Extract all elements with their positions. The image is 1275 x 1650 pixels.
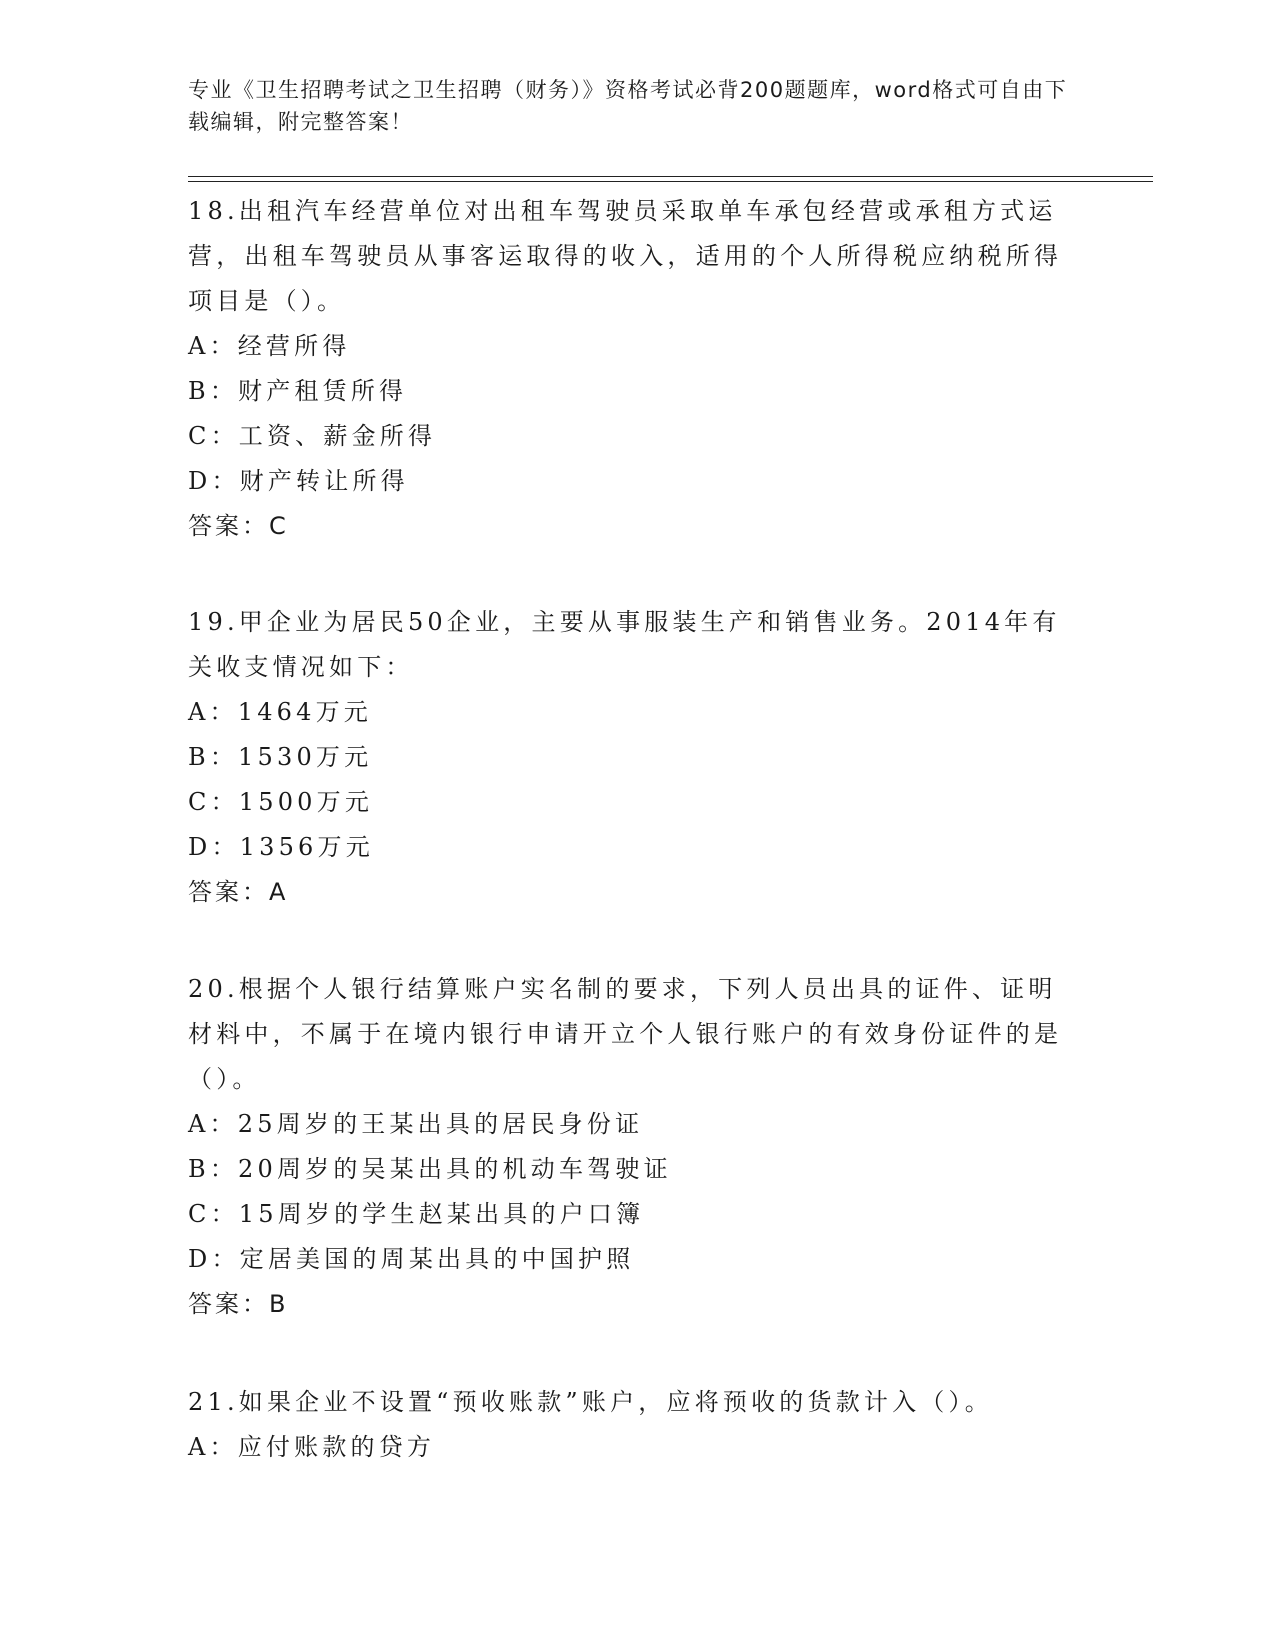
question-stem: 20.根据个人银行结算账户实名制的要求，下列人员出具的证件、证明材料中，不属于在境内银行申请开立个人银行账户的有效身份证件的是（）。 <box>188 975 1063 1093</box>
question-18 <box>188 189 1078 549</box>
question-stem: 19.甲企业为居民50企业，主要从事服装生产和销售业务。2014年有关收支情况如下： <box>188 608 1061 681</box>
answer: 答案：B <box>188 1290 289 1318</box>
option-d: D：1356万元 <box>188 833 374 861</box>
option-a: A：1464万元 <box>188 698 373 726</box>
header-divider-bottom <box>188 181 1153 182</box>
answer: 答案：C <box>188 512 289 540</box>
question-stem: 18.出租汽车经营单位对出租车驾驶员采取单车承包经营或承租方式运营，出租车驾驶员从事客运取得的收入，适用的个人所得税应纳税所得项目是（）。 <box>188 197 1063 315</box>
question-21 <box>188 1380 1078 1470</box>
option-d: D：定居美国的周某出具的中国护照 <box>188 1245 635 1273</box>
option-d: D：财产转让所得 <box>188 467 409 495</box>
option-b: B：财产租赁所得 <box>188 377 408 405</box>
option-c: C：工资、薪金所得 <box>188 422 437 450</box>
answer: 答案：A <box>188 878 289 906</box>
question-20 <box>188 967 1078 1327</box>
option-b: B：1530万元 <box>188 743 373 771</box>
option-a: A：经营所得 <box>188 332 351 360</box>
header-divider-top <box>188 176 1153 177</box>
question-19 <box>188 600 1078 915</box>
document-header: 专业《卫生招聘考试之卫生招聘（财务）》资格考试必背200题题库，word格式可自由下载编辑，附完整答案！ <box>188 78 1068 134</box>
question-stem: 21.如果企业不设置“预收账款”账户，应将预收的货款计入（）。 <box>188 1388 993 1416</box>
option-c: C：1500万元 <box>188 788 374 816</box>
option-b: B：20周岁的吴某出具的机动车驾驶证 <box>188 1155 672 1183</box>
option-a: A：25周岁的王某出具的居民身份证 <box>188 1110 644 1138</box>
option-a: A：应付账款的贷方 <box>188 1433 436 1461</box>
option-c: C：15周岁的学生赵某出具的户口簿 <box>188 1200 645 1228</box>
